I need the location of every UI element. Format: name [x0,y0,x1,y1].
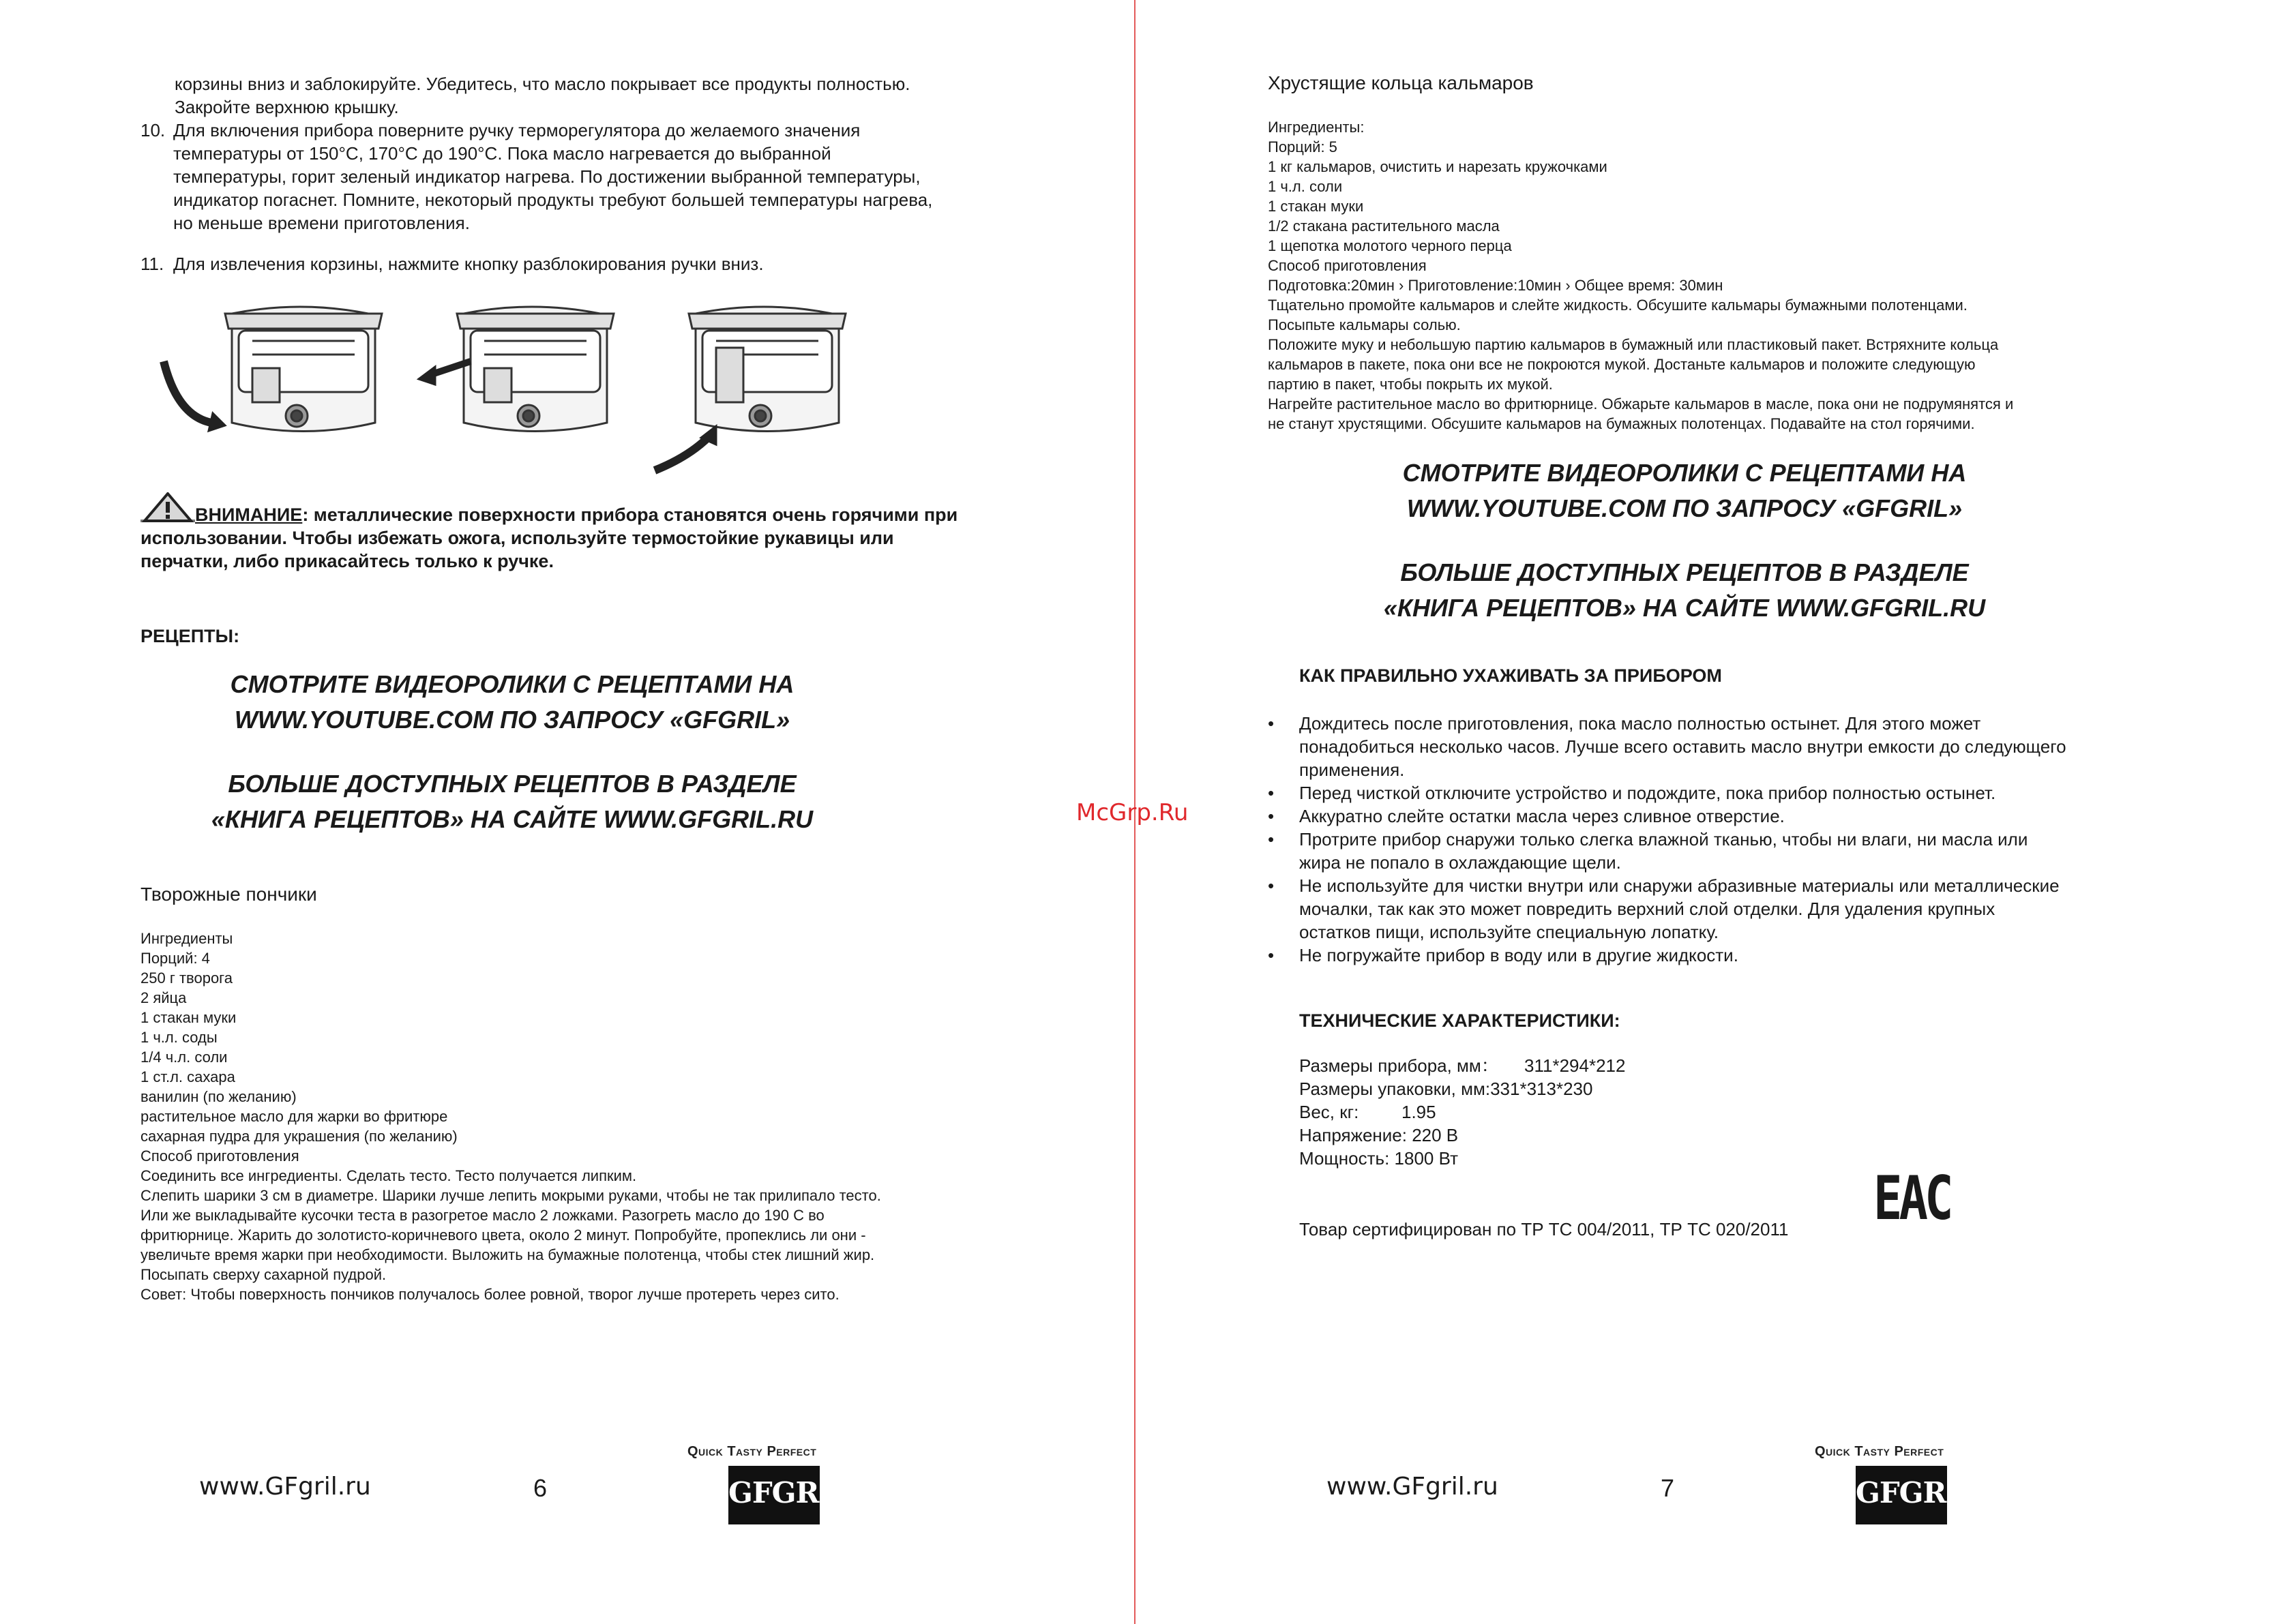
logo-tagline: Quick Tasty Perfect [1815,1444,1944,1459]
fryer-illustration-3 [655,307,846,470]
text-line: жира не попало в охлаждающие щели. [1299,852,1621,873]
gfgril-logo: GFGRIL [728,1466,820,1524]
specs-block [1299,1054,1777,1170]
spec-value: 1.95 [1401,1102,1436,1122]
care-list [1265,712,2233,967]
promo-line: СМОТРИТЕ ВИДЕОРОЛИКИ С РЕЦЕПТАМИ НА [230,670,795,698]
text-line: индикатор погаснет. Помните, некоторый продукты требуют большей температуры нагрева, [173,190,933,210]
certification-text: Товар сертифицирован по ТР ТС 004/2011, ТР ТС 020/2011 [1299,1219,1789,1239]
text-line: растительное масло для жарки во фритюре [140,1108,448,1125]
step-number: 10. [140,120,166,140]
text-line: Соединить все ингредиенты. Сделать тесто. Тесто получается липким. [140,1167,637,1184]
step-10 [140,119,1061,235]
text-line: Способ приготовления [1268,257,1427,274]
specs-heading: ТЕХНИЧЕСКИЕ ХАРАКТЕРИСТИКИ: [1299,1010,1620,1031]
list-item [1265,712,2233,781]
video-promo [1326,455,2043,526]
text-line: Нагрейте растительное масло во фритюрнице. Обжарьте кальмаров в масле, пока они не подрумянятся и [1268,395,2014,412]
text-line: перчатки, либо прикасайтесь только к ручке. [140,551,554,571]
spec-power: Мощность: 1800 Вт [1299,1148,1458,1169]
text-line: Посыпать сверху сахарной пудрой. [140,1266,387,1283]
promo-line: «КНИГА РЕЦЕПТОВ» НА САЙТЕ WWW.GFGRIL.RU [1383,594,1986,622]
text-line: 1 ч.л. соли [1268,178,1343,195]
recipe-body [1268,117,2236,434]
step-number: 11. [140,254,164,274]
text-line: мочалки, так как это может повредить верхний слой отделки. Для удаления крупных [1299,899,1995,919]
page-number: 6 [533,1474,548,1502]
text-line: Способ приготовления [140,1147,299,1164]
text-line: сахарная пудра для украшения (по желанию) [140,1128,458,1145]
text-line: Совет: Чтобы поверхность пончиков получалось более ровной, творог лучше протереть через сито. [140,1286,840,1303]
text-line: • Дождитесь после приготовления, пока масло полностью остынет. Для этого может [1299,713,1981,734]
list-item [1265,828,2233,874]
text-line: • Аккуратно слейте остатки масла через сливное отверстие. [1299,806,1785,826]
text-line: ванилин (по желанию) [140,1088,297,1105]
text-line: 1/4 ч.л. соли [140,1049,228,1066]
text-line: 2 яйца [140,989,187,1006]
spec-label: Вес, кг: [1299,1102,1359,1122]
fryer-illustration-strip [150,286,893,484]
text-line: понадобиться несколько часов. Лучше всего оставить масло внутри емкости до следующего [1299,736,2066,757]
text-line: 1 кг кальмаров, очистить и нарезать кружочками [1268,158,1607,175]
text-line: Подготовка:20мин › Приготовление:10мин › Общее время: 30мин [1268,277,1723,294]
logo-tagline: Quick Tasty Perfect [687,1444,817,1459]
text-line: корзины вниз и заблокируйте. Убедитесь, что масло покрывает все продукты полностью. [175,74,910,94]
text-line: Положите муку и небольшую партию кальмаров в бумажный или пластиковый пакет. Встряхните кольца [1268,336,1999,353]
text-line: Посыпьте кальмары солью. [1268,316,1461,333]
text-line: фритюрнице. Жарить до золотисто-коричневого цвета, около 2 минут. Попробуйте, пропеклись ли они - [140,1227,866,1244]
text-line: Порций: 4 [140,950,210,967]
text-line: Закройте верхнюю крышку. [175,97,399,117]
text-line: температуры от 150°С, 170°С до 190°С. Пока масло нагревается до выбранной [173,143,831,164]
promo-line: СМОТРИТЕ ВИДЕОРОЛИКИ С РЕЦЕПТАМИ НА [1402,459,1967,487]
list-item [1265,805,2233,828]
warning-title: ВНИМАНИЕ [195,505,303,525]
text-line: партию в пакет, чтобы покрыть их мукой. [1268,376,1553,393]
text-line: 1/2 стакана растительного масла [1268,217,1500,235]
fryer-illustration-2 [419,307,614,432]
footer-url[interactable]: www.GFgril.ru [199,1473,371,1501]
gfgril-logo: GFGRIL [1856,1466,1947,1524]
text-line: использовании. Чтобы избежать ожога, используйте термостойкие рукавицы или [140,528,894,548]
text-line: 250 г творога [140,969,233,987]
recipe-body [140,929,1109,1304]
text-line: Ингредиенты: [1268,119,1365,136]
care-heading: КАК ПРАВИЛЬНО УХАЖИВАТЬ ЗА ПРИБОРОМ [1299,665,1722,686]
recipe-book-promo [140,766,884,837]
step-11 [140,252,1061,275]
promo-line: БОЛЬШЕ ДОСТУПНЫХ РЕЦЕПТОВ В РАЗДЕЛЕ [228,770,797,798]
text-line: остатков пищи, используйте специальную лопатку. [1299,922,1719,942]
text-line: • Не используйте для чистки внутри или снаружи абразивные материалы или металлические [1299,875,2060,896]
text-line: Ингредиенты [140,930,233,947]
warning-block [140,492,1095,573]
text-line: 1 щепотка молотого черного перца [1268,237,1512,254]
text-line: Порций: 5 [1268,138,1337,155]
list-item [1265,944,2233,967]
text-line: 1 стакан муки [1268,198,1364,215]
text-line: • Протрите прибор снаружи только слегка влажной тканью, чтобы ни влаги, ни масла или [1299,829,2028,849]
recipes-heading: РЕЦЕПТЫ: [140,626,240,646]
page-number: 7 [1661,1474,1675,1502]
text-line: 1 ст.л. сахара [140,1068,235,1085]
text-line: кальмаров в пакете, пока они все не покроются мукой. Достаньте кальмаров и положите следующую [1268,356,1976,373]
recipe-title: Творожные пончики [140,884,317,905]
spec-value: 331*313*230 [1490,1079,1593,1099]
text-line: Или же выкладывайте кусочки теста в разогретое масло 2 ложками. Разогреть масло до 190 С во [140,1207,825,1224]
text-line: применения. [1299,760,1405,780]
recipe-title: Хрустящие кольца кальмаров [1268,72,1534,93]
right-page [1136,0,2271,1624]
fryer-illustration-1 [164,307,382,432]
video-promo [140,667,884,738]
text-line: температуры, горит зеленый индикатор нагрева. По достижении выбранной температуры, [173,166,921,187]
text-line: не станут хрустящими. Обсушите кальмаров на бумажных полотенцах. Подавайте на стол горячими. [1268,415,1975,432]
text-line: Слепить шарики 3 см в диаметре. Шарики лучше лепить мокрыми руками, чтобы не так прилипало тесто. [140,1187,881,1204]
text-line: • Перед чисткой отключите устройство и подождите, пока прибор полностью остынет. [1299,783,1996,803]
recipe-book-promo [1326,555,2043,626]
footer-url[interactable]: www.GFgril.ru [1326,1473,1498,1501]
promo-line: БОЛЬШЕ ДОСТУПНЫХ РЕЦЕПТОВ В РАЗДЕЛЕ [1400,558,1969,586]
text-line: но меньше времени приготовления. [173,213,470,233]
promo-line: WWW.YOUTUBE.COM ПО ЗАПРОСУ «GFGRIL» [234,706,790,734]
spec-label: Размеры прибора, мм： [1299,1055,1499,1076]
spec-value: 311*294*212 [1524,1055,1626,1076]
eac-mark: EAC [1873,1163,1950,1233]
text-line: • Не погружайте прибор в воду или в другие жидкости. [1299,945,1738,965]
warning-icon [140,492,195,526]
text-line: Для включения прибора поверните ручку терморегулятора до желаемого значения [173,120,861,140]
list-item [1265,781,2233,805]
text-line: Для извлечения корзины, нажмите кнопку разблокирования ручки вниз. [173,254,764,274]
spec-label: Размеры упаковки, мм: [1299,1079,1491,1099]
promo-line: WWW.YOUTUBE.COM ПО ЗАПРОСУ «GFGRIL» [1406,494,1963,522]
text-line: : металлические поверхности прибора становятся очень горячими при [302,505,958,525]
promo-line: «КНИГА РЕЦЕПТОВ» НА САЙТЕ WWW.GFGRIL.RU [211,805,814,833]
spec-voltage: Напряжение: 220 В [1299,1125,1459,1145]
list-item [1265,874,2233,944]
text-line: увеличьте время жарки при необходимости. Выложить на бумажные полотенца, чтобы стек лишний жир. [140,1246,875,1263]
watermark: McGrp.Ru [1076,799,1189,826]
text-line: 1 стакан муки [140,1009,237,1026]
step-9-continuation [175,72,1061,119]
text-line: Тщательно промойте кальмаров и слейте жидкость. Обсушите кальмары бумажными полотенцами. [1268,297,1968,314]
text-line: 1 ч.л. соды [140,1029,218,1046]
